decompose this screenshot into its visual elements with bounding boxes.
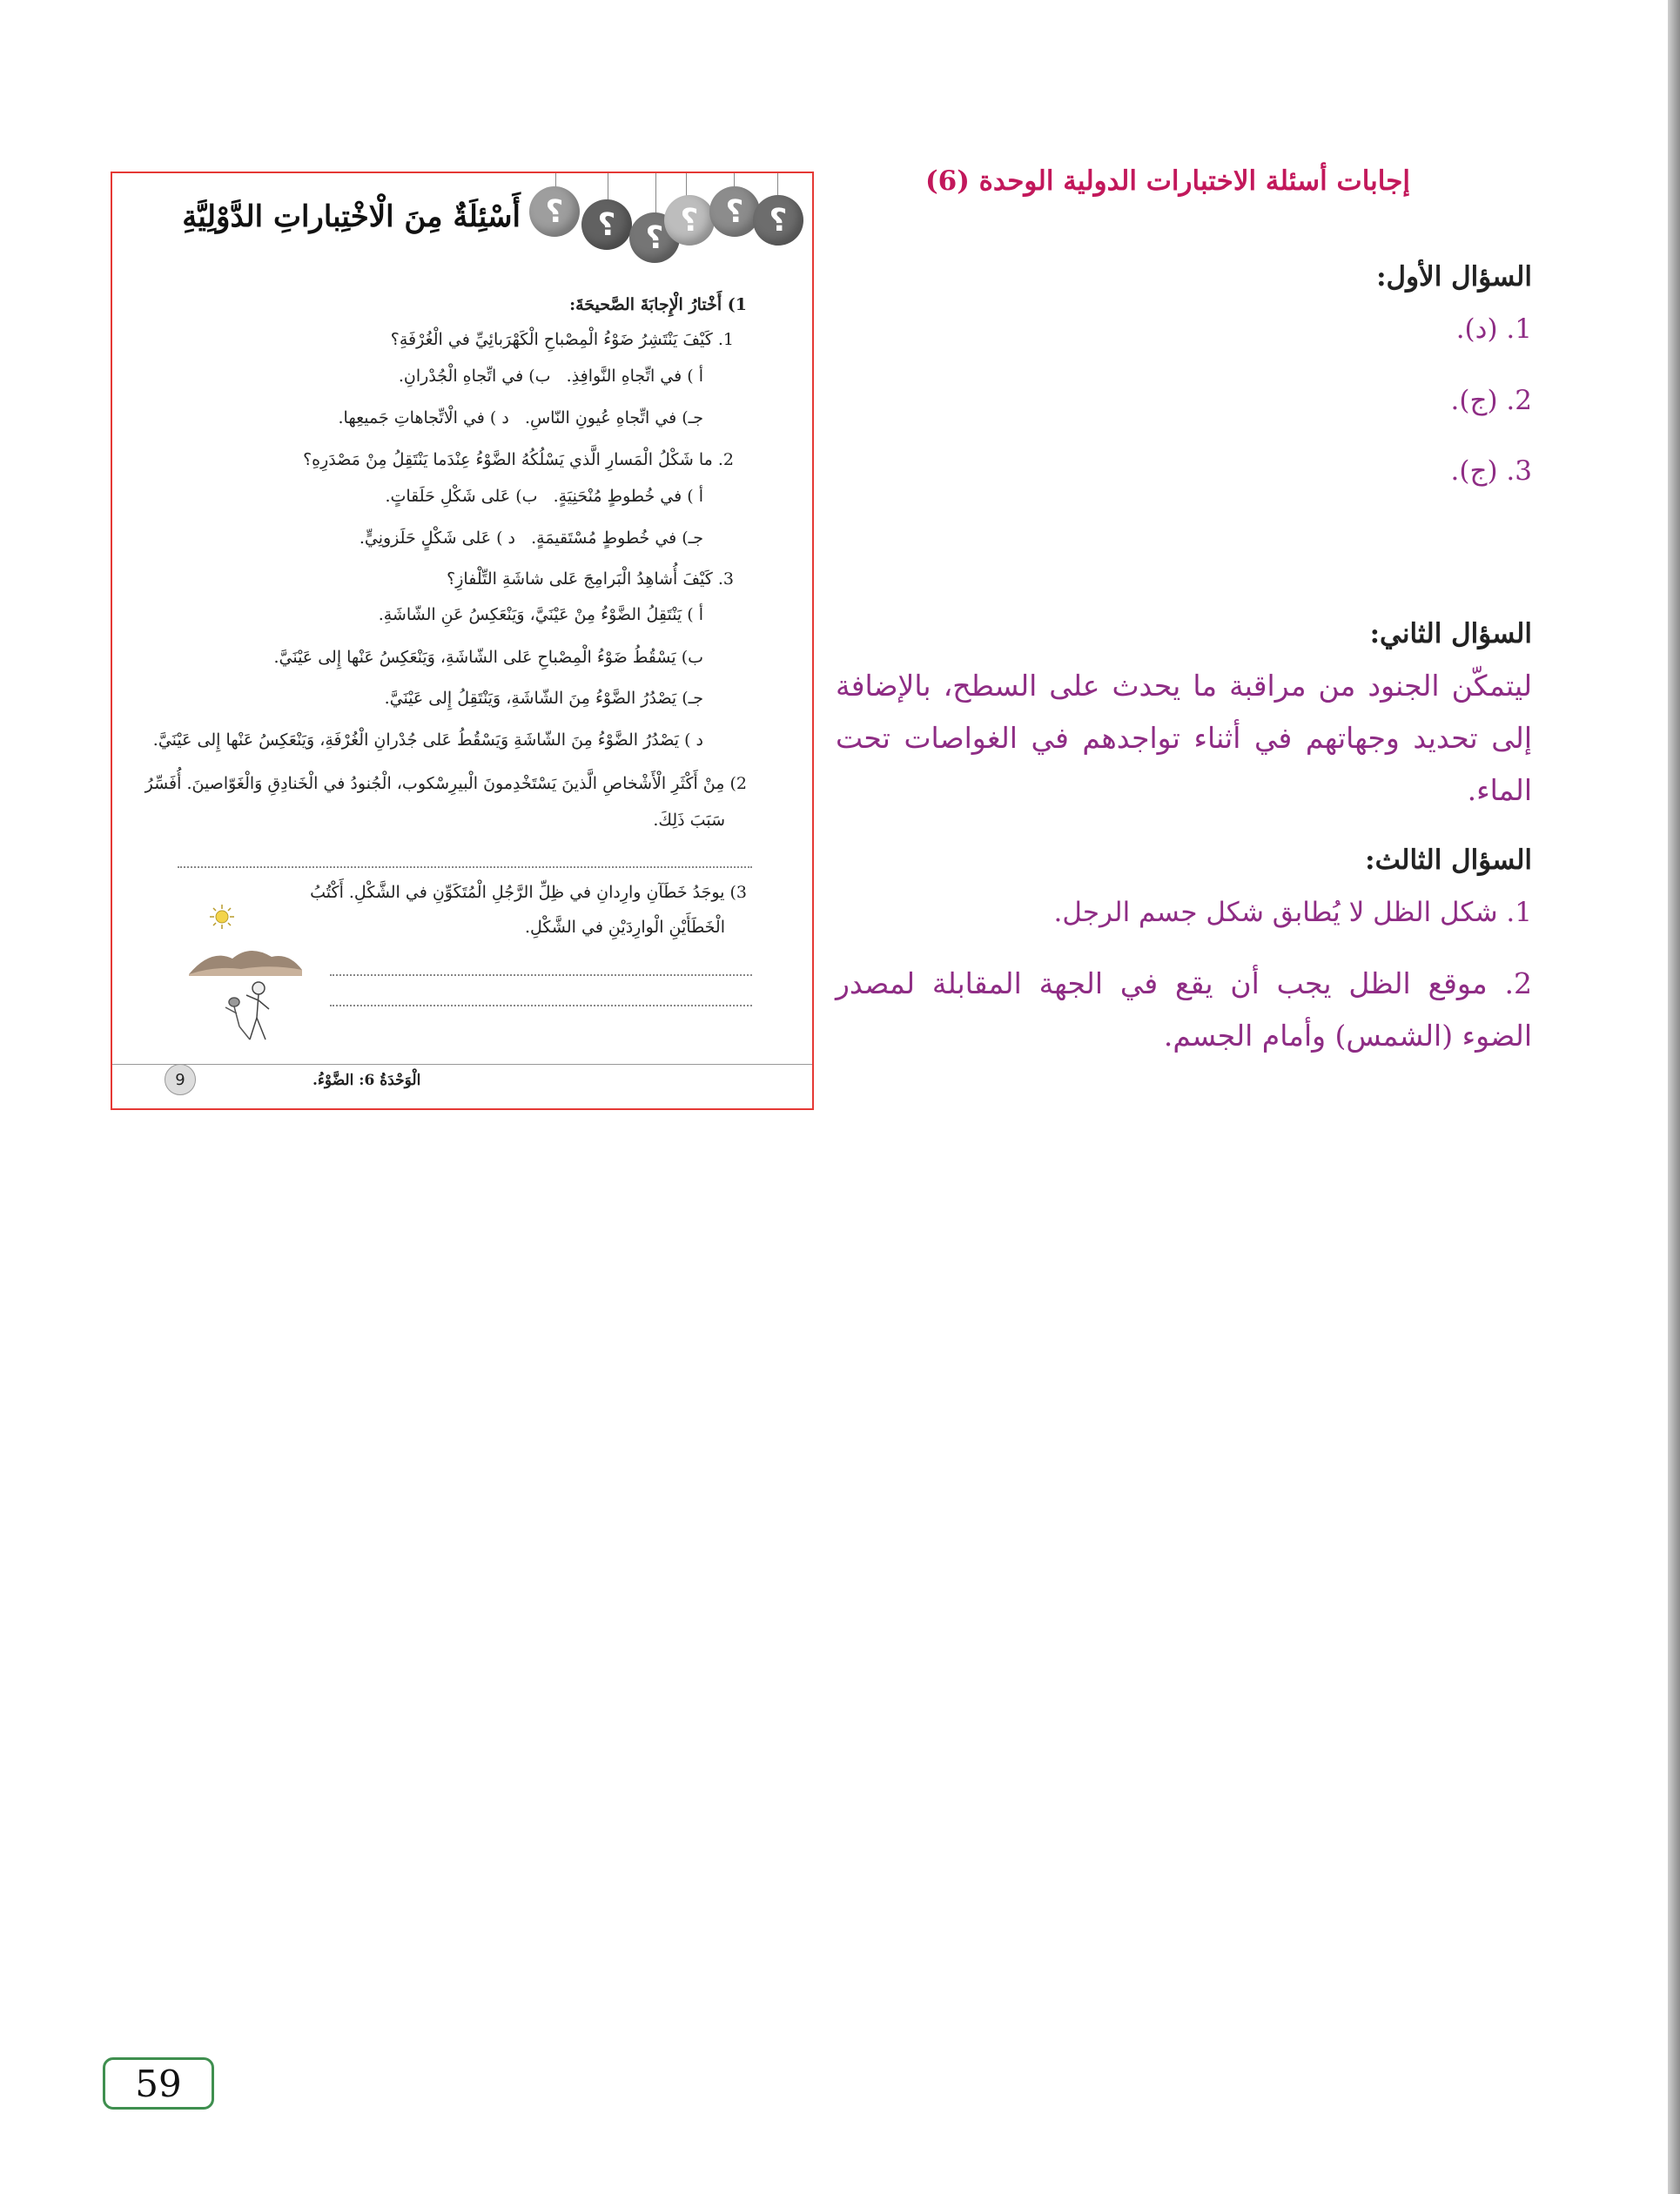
question-1-answer: 2. (ج).: [1450, 385, 1532, 416]
worksheet-line: الْخَطَأَيْنِ الْوارِدَيْنِ في الشَّكْلِ.: [525, 918, 725, 937]
worksheet-line: 3) يوجَدُ خَطَآنِ وارِدانِ في ظِلِّ الرَّجُلِ الْمُتَكَوِّنِ في الشَّكْلِ. أَكْتُبُ: [310, 883, 747, 902]
worksheet-line: جـ) في خُطوطٍ مُسْتَقيمَةٍ. د ) عَلى شَكْلٍ حَلَزونِيٍّ.: [359, 528, 703, 548]
worksheet-title: أَسْئِلَةٌ مِنَ الْاخْتِباراتِ الدَّوْلِيَّةِ: [182, 199, 521, 234]
question-1-heading: السؤال الأول:: [1376, 261, 1532, 293]
sun-icon: [210, 905, 234, 929]
question-balloon-icon: ؟: [753, 195, 803, 246]
shadow-figure-illustration: [189, 905, 302, 1044]
answer-line: [330, 1005, 752, 1006]
worksheet-line: 1. كَيْفَ يَنْتَشِرُ ضَوْءُ الْمِصْباحِ الْكَهْرَبائِيِّ في الْغُرْفَةِ؟: [390, 330, 734, 349]
answer-line: [330, 974, 752, 976]
answer-line: [178, 866, 752, 868]
question-3-heading: السؤال الثالث:: [1365, 845, 1532, 876]
worksheet-line: 2. ما شَكْلُ الْمَسارِ الَّذي يَسْلُكُهُ الضَّوْءُ عِنْدَما يَنْتَقِلُ مِنْ مَصْدَرِهِ؟: [303, 450, 734, 469]
worksheet-image: [111, 172, 814, 1110]
question-balloons: [525, 173, 803, 269]
worksheet-line: 1) أَخْتارُ الْإِجابَةَ الصَّحيحَةَ:: [569, 295, 747, 314]
worksheet-line: أ ) في اتِّجاهِ النَّوافِذِ. ب) في اتِّجاهِ الْجُدْرانِ.: [398, 367, 703, 386]
worksheet-page-number: 9: [165, 1064, 196, 1095]
answers-title: إجابات أسئلة الاختبارات الدولية الوحدة (6): [924, 165, 1410, 197]
question-balloon-icon: ؟: [581, 199, 632, 250]
question-balloon-icon: ؟: [664, 195, 715, 246]
worksheet-line: أ ) في خُطوطٍ مُنْحَنِيَةٍ. ب) عَلى شَكْلِ حَلَقاتٍ.: [385, 487, 703, 506]
question-balloon-icon: ؟: [529, 186, 580, 237]
question-1-answer: 1. (د).: [1455, 313, 1532, 345]
worksheet-line: 2) مِنْ أَكْثَرِ الْأَشْخاصِ الَّذينَ يَسْتَخْدِمونَ الْبيرِسْكوب، الْجُنودُ في الْخَنادِقِ وَالْغَوّاصينَ. أُفَسِّرُ: [144, 774, 747, 793]
page-number: 59: [103, 2057, 214, 2110]
worksheet-unit-label: الْوَحْدَةُ 6: الضَّوْءُ.: [312, 1072, 421, 1089]
question-balloon-icon: ؟: [629, 212, 680, 263]
worksheet-footer-line: [112, 1064, 812, 1065]
worksheet-line: د ) يَصْدُرُ الضَّوْءُ مِنَ الشّاشَةِ وَيَسْقُطُ عَلى جُدْرانِ الْغُرْفَةِ، وَيَنْعَكِسُ عَنْها إِلى عَيْنَيَّ.: [152, 730, 703, 750]
question-3-answer: 1. شكل الظل لا يُطابق شكل جسم الرجل.: [1053, 897, 1532, 928]
question-1-answer: 3. (ج).: [1450, 455, 1532, 487]
question-2-answer: ليتمكّن الجنود من مراقبة ما يحدث على السطح، بالإضافة إلى تحديد وجهاتهم في أثناء تواجدهم في الغواصات تحت الماء.: [836, 669, 1532, 807]
worksheet-line: جـ) يَصْدُرُ الضَّوْءُ مِنَ الشّاشَةِ، وَيَنْتَقِلُ إِلى عَيْنَيَّ.: [384, 689, 703, 708]
worksheet-line: جـ) في اتِّجاهِ عُيونِ النّاسِ. د ) في الْاتِّجاهاتِ جَميعِها.: [338, 408, 703, 427]
question-3-answer: 2. موقع الظل يجب أن يقع في الجهة المقابلة لمصدر الضوء (الشمس) وأمام الجسم.: [836, 966, 1532, 1053]
question-2-heading: السؤال الثاني:: [1369, 618, 1532, 649]
question-balloon-icon: ؟: [709, 186, 760, 237]
page-edge-shadow: [1668, 0, 1680, 2194]
man-figure: [246, 982, 269, 1040]
worksheet-line: ب) يَسْقُطُ ضَوْءُ الْمِصْباحِ عَلى الشّاشَةِ، وَيَنْعَكِسُ عَنْها إِلى عَيْنَيَّ.: [273, 648, 703, 667]
shadow-figure: [225, 998, 250, 1040]
worksheet-line: سَبَبَ ذَلِكَ.: [653, 811, 725, 830]
worksheet-line: أ ) يَنْتَقِلُ الضَّوْءُ مِنْ عَيْنَيَّ، وَيَنْعَكِسُ عَنِ الشّاشَةِ.: [378, 605, 703, 624]
worksheet-line: 3. كَيْفَ أُشاهِدُ الْبَرامِجَ عَلى شاشَةِ التِّلْفازِ؟: [447, 569, 734, 589]
